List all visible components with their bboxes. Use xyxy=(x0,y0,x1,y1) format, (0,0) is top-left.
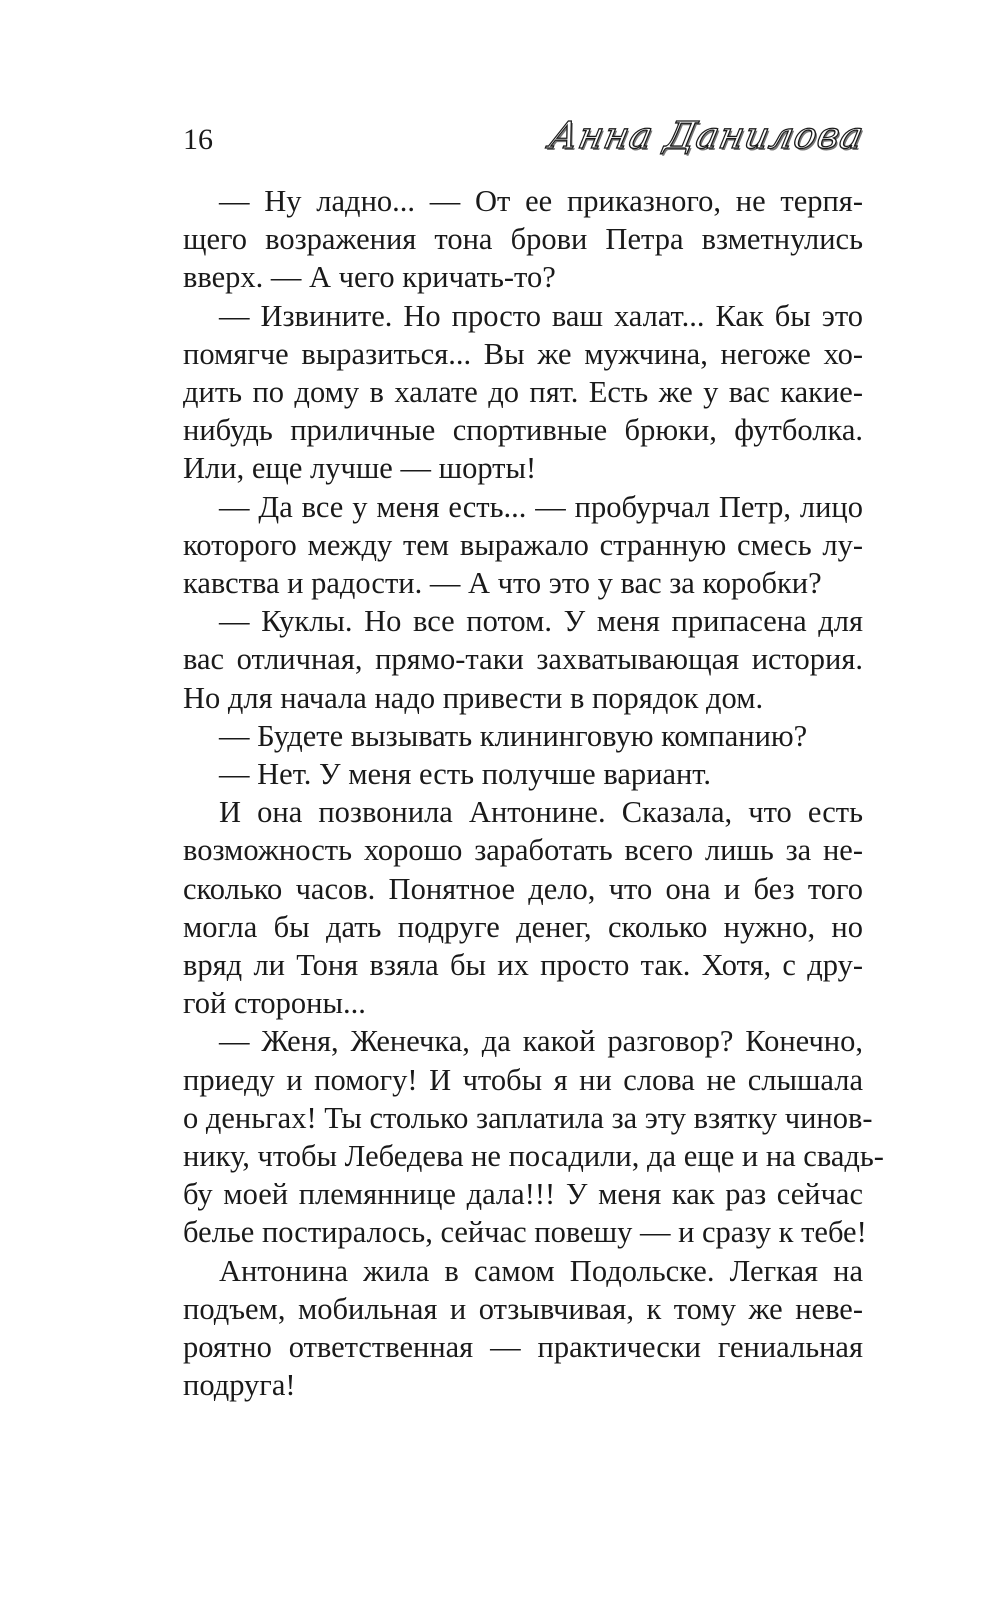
text-line: сколько часов. Понятное дело, что она и без того xyxy=(183,871,863,906)
paragraph xyxy=(183,717,863,755)
text-line: нибудь приличные спортивные брюки, футболка. xyxy=(183,413,863,448)
text-line: — Да все у меня есть... — пробурчал Петр, лицо xyxy=(219,489,863,524)
paragraph xyxy=(183,488,863,603)
paragraph xyxy=(183,793,863,1022)
text-line: — Ну ладно... — От ее приказного, не терпя- xyxy=(219,184,863,218)
text-line: вас отличная, прямо-таки захватывающая история. xyxy=(183,642,863,677)
text-line: гой стороны... xyxy=(183,986,366,1021)
text-line: Или, еще лучше — шорты! xyxy=(183,451,537,486)
author-name-logo: Анна Данилова xyxy=(545,114,868,157)
text-line: Но для начала надо привести в порядок дом. xyxy=(183,680,764,715)
page-number: 16 xyxy=(183,123,213,156)
text-line: роятно ответственная — практически гениальная xyxy=(183,1330,863,1365)
text-line: приеду и помогу! И чтобы я ни слова не слышала xyxy=(183,1062,863,1097)
running-head xyxy=(183,112,868,172)
text-line: могла бы дать подруге денег, сколько нужно, но xyxy=(183,909,863,944)
text-line: — Извините. Но просто ваш халат... Как бы это xyxy=(219,298,863,333)
text-line: помягче выразиться... Вы же мужчина, негоже хо- xyxy=(183,336,863,371)
text-line: возможность хорошо заработать всего лишь за не- xyxy=(183,833,863,868)
text-line: подруга! xyxy=(183,1368,296,1403)
paragraph xyxy=(183,602,863,717)
paragraph xyxy=(183,1252,863,1405)
text-line: белье постиралось, сейчас повешу — и сразу к тебе! xyxy=(183,1215,867,1250)
text-line: кавства и радости. — А что это у вас за коробки? xyxy=(183,566,822,601)
text-line: — Будете вызывать клининговую компанию? xyxy=(219,718,808,753)
text-line: Антонина жила в самом Подольске. Легкая на xyxy=(219,1253,863,1288)
text-line: — Женя, Женечка, да какой разговор? Конечно, xyxy=(219,1024,863,1059)
text-line: щего возражения тона брови Петра взметнулись xyxy=(183,222,863,257)
body-text xyxy=(183,182,884,1405)
paragraph xyxy=(183,182,863,297)
text-line: И она позвонила Антонине. Сказала, что есть xyxy=(219,795,863,830)
text-line: вверх. — А чего кричать-то? xyxy=(183,260,556,295)
text-line: о деньгах! Ты столько заплатила за эту взятку чинов- xyxy=(183,1100,873,1135)
paragraph xyxy=(183,297,863,488)
text-line: нику, чтобы Лебедева не посадили, да еще и на свадь- xyxy=(183,1139,884,1174)
paragraph xyxy=(183,1022,884,1251)
paragraph xyxy=(183,755,863,793)
text-line: бу моей племяннице дала!!! У меня как раз сейчас xyxy=(183,1177,863,1212)
text-line: вряд ли Тоня взяла бы их просто так. Хотя, с дру- xyxy=(183,948,863,983)
text-line: которого между тем выражало странную смесь лу- xyxy=(183,527,863,562)
text-line: — Куклы. Но все потом. У меня припасена для xyxy=(219,604,863,639)
text-line: — Нет. У меня есть получше вариант. xyxy=(219,757,711,792)
text-line: дить по дому в халате до пят. Есть же у вас какие- xyxy=(183,375,863,410)
text-line: подъем, мобильная и отзывчивая, к тому же неве- xyxy=(183,1291,863,1326)
